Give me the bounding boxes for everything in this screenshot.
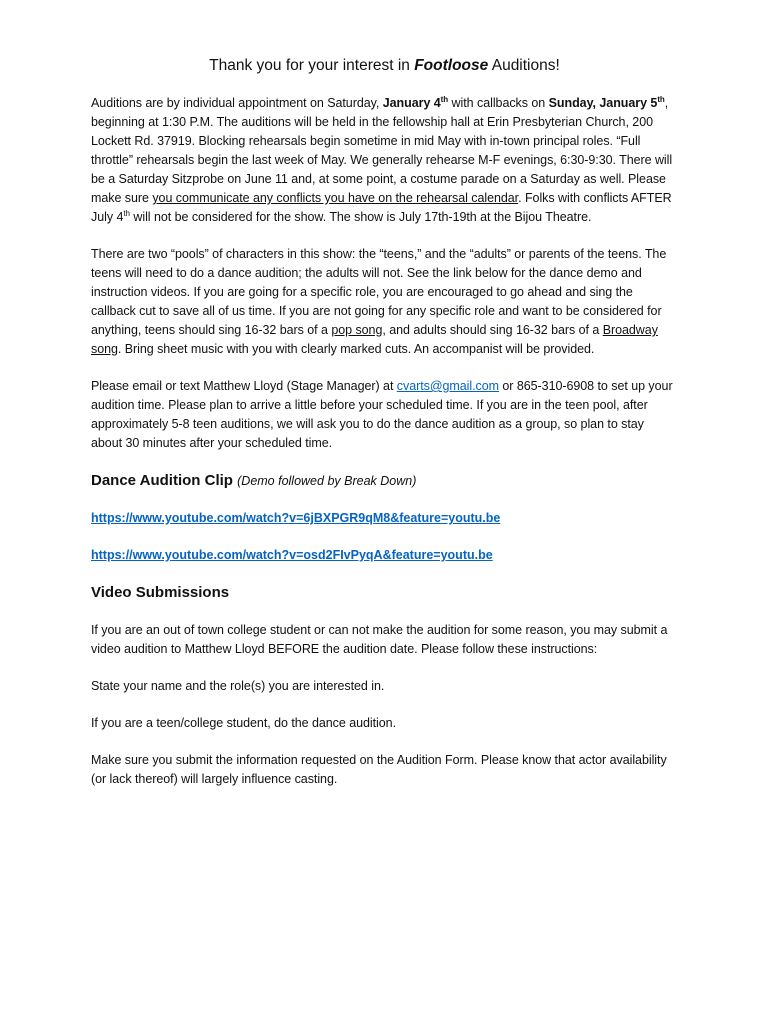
video-intro-paragraph: If you are an out of town college student or can not make the audition for some reason, you may submit a video audition to Matthew Lloyd BEFORE the audition date. Please follow these instructions:: [91, 623, 668, 656]
dance-heading: Dance Audition Clip (Demo followed by Break Down): [91, 472, 417, 489]
schedule-paragraph: Auditions are by individual appointment on Saturday, January 4th with callbacks on Sunday, January 5th, beginning at 1:30 P.M. The auditions will be held in the fellowship hall at Erin Presbyterian Church, 200 Lockett Rd. 37919. Blocking rehearsals begin sometime in mid May with in-town principal roles. “Full throttle” rehearsals begin the last week of May. We generally rehearse M-F evenings, 6:30-9:30. There will be a Saturday Sitzprobe on June 11 and, at some point, a costume parade on a Saturday as well. Please make sure you communicate any conflicts you have on the rehearsal calendar. Folks with conflicts AFTER July 4th will not be considered for the show. The show is July 17th-19th at the Bijou Theatre.: [91, 94, 673, 224]
dance-video-link-1[interactable]: https://www.youtube.com/watch?v=6jBXPGR9qM8&feature=youtu.be: [91, 511, 501, 525]
broadway-song-note: Broadway song: [91, 323, 658, 356]
video-heading: Video Submissions: [91, 584, 230, 601]
page-title: Thank you for your interest in Footloose Auditions!: [209, 57, 560, 74]
audition-date: January 4th: [382, 94, 449, 110]
conflicts-note: you communicate any conflicts you have on the rehearsal calendar: [152, 191, 519, 205]
video-instruction-1: State your name and the role(s) you are interested in.: [91, 679, 385, 693]
dance-video-link-2[interactable]: https://www.youtube.com/watch?v=osd2FIvPyqA&feature=youtu.be: [91, 548, 493, 562]
email-link[interactable]: cvarts@gmail.com: [396, 379, 499, 393]
dance-subheading: (Demo followed by Break Down): [237, 474, 417, 488]
pools-paragraph: There are two “pools” of characters in this show: the “teens,” and the “adults” or parents of the teens. The teens will need to do a dance audition; the adults will not. See the link below for the dance demo and instruction videos. If you are going for a specific role, you are encouraged to go ahead and sing the callback cut to save all of us time. If you are not going for any specific role and want to be considered for anything, teens should sing 16-32 bars of a pop song, and adults should sing 16-32 bars of a Broadway song. Bring sheet music with you with clearly marked cuts. An accompanist will be provided.: [91, 247, 667, 356]
callback-date: Sunday, January 5th: [548, 94, 665, 110]
video-instruction-3: Make sure you submit the information requested on the Audition Form. Please know that actor availability (or lack thereof) will largely influence casting.: [91, 753, 667, 786]
contact-paragraph: Please email or text Matthew Lloyd (Stage Manager) at cvarts@gmail.com or 865-310-6908 to set up your audition time. Please plan to arrive a little before your scheduled time. If you are in the teen pool, after approximately 5-8 teen auditions, we will ask you to do the dance audition as a group, so plan to stay about 30 minutes after your scheduled time.: [91, 379, 673, 450]
show-name: Footloose: [414, 57, 489, 74]
pop-song-note: pop song: [331, 323, 383, 337]
video-instruction-2: If you are a teen/college student, do the dance audition.: [91, 716, 397, 730]
